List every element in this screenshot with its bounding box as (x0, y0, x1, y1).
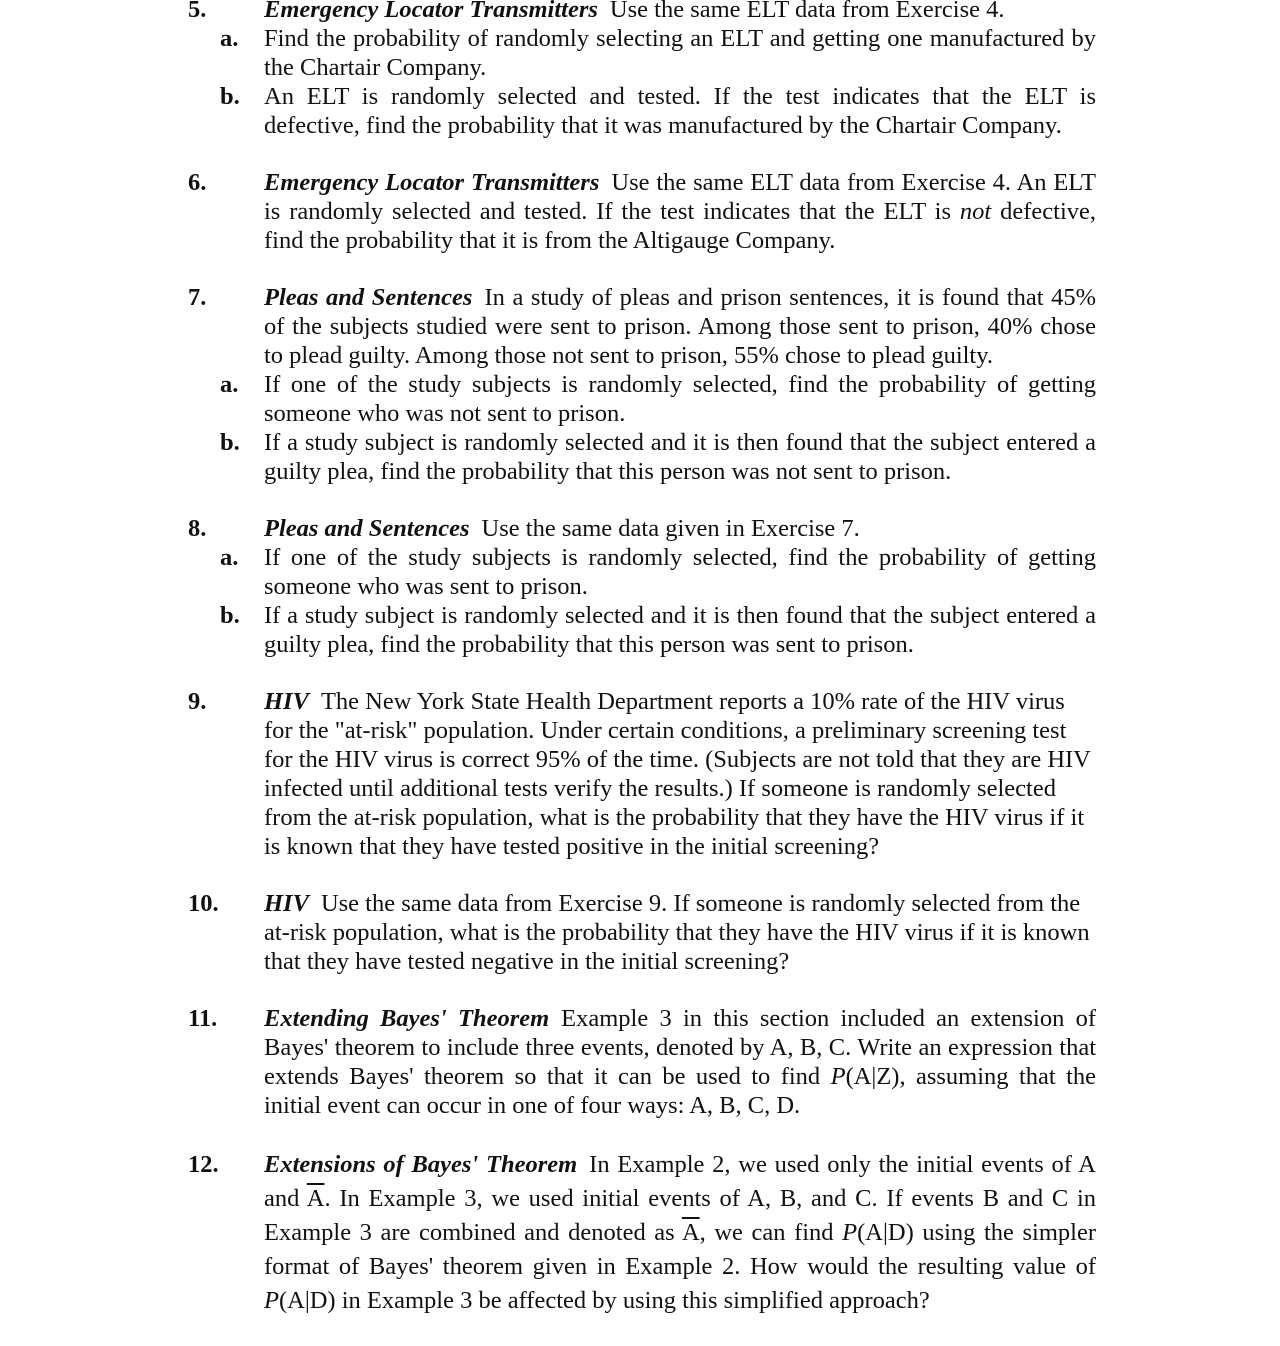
exercise-5 (0, 0, 1280, 140)
exercise-number: 7. (188, 284, 207, 311)
exercise-title: Emergency Locator Transmitters (264, 0, 598, 23)
exercise-intro-c: , we can find (699, 1219, 834, 1246)
exercise-5-statement (0, 0, 1280, 24)
exercise-8-statement (0, 514, 1280, 543)
exercise-title: HIV (264, 688, 309, 715)
part-text: Find the probability of randomly selecting an ELT and getting one manufactured by the Chartair Company. (264, 25, 1096, 81)
exercise-title: Pleas and Sentences (264, 515, 470, 542)
exercise-number: 11. (188, 1005, 218, 1032)
probability-symbol: P (830, 1063, 846, 1090)
exercise-intro: Use the same ELT data from Exercise 4. (609, 0, 1005, 23)
exercise-6-statement (0, 168, 1280, 255)
exercise-7-statement (0, 283, 1280, 370)
exercise-intro-b: . In Example 3, we used initial events of A, B, and C. If events B and C in Example 3 are combined and denoted as (264, 1185, 1096, 1246)
exercise-intro-e: (A|D) in Example 3 be affected by using this simplified approach? (278, 1287, 930, 1314)
part-label: a. (220, 544, 239, 571)
exercise-number: 6. (188, 169, 207, 196)
exercise-7 (0, 283, 1280, 486)
exercise-11-statement (0, 1004, 1280, 1120)
exercise-number: 12. (188, 1151, 219, 1178)
exercise-intro-a: In Example 2, we used only the initial events of A and (264, 1151, 1096, 1212)
exercise-9-statement (0, 687, 1280, 861)
exercise-intro-b: (A|Z), assuming that the initial event can occur in one of four ways: A, B, C, D. (264, 1063, 1097, 1119)
exercise-11 (0, 1004, 1280, 1120)
part-label: b. (220, 429, 240, 456)
part-label: a. (220, 25, 239, 52)
part-label: a. (220, 371, 239, 398)
exercise-number: 5. (188, 0, 207, 23)
part-text: If one of the study subjects is randomly selected, find the probability of getting someone who was sent to prison. (264, 544, 1096, 600)
exercise-12-statement (0, 1148, 1280, 1318)
exercise-9 (0, 687, 1280, 861)
part-text: If one of the study subjects is randomly selected, find the probability of getting someone who was not sent to prison. (264, 371, 1096, 427)
part-text: If a study subject is randomly selected and it is then found that the subject entered a guilty plea, find the probability that this person was sent to prison. (264, 602, 1096, 658)
exercise-10-statement (0, 889, 1280, 976)
a-complement-symbol: $\overline{A}$ (681, 1219, 700, 1246)
a-complement-symbol: $\overline{A}$ (306, 1185, 325, 1212)
exercise-5-part-a (0, 24, 1280, 82)
exercise-title: HIV (264, 890, 309, 917)
exercise-5-part-b (0, 82, 1280, 140)
exercise-title: Pleas and Sentences (264, 284, 473, 311)
exercise-intro: The New York State Health Department reports a 10% rate of the HIV virus for the "at-risk" population. Under certain conditions, a preliminary screening test for the HIV virus is correct 95% of the time. (Subjects are not told that they are HIV infected until additional tests verify the results.) If someone is randomly selected from the at-risk population, what is the probability that they have the HIV virus if it is known that they have tested positive in the initial screening? (264, 688, 1091, 860)
probability-symbol: P (842, 1219, 858, 1246)
exercise-intro-a: Use the same ELT data from Exercise 4. An ELT is randomly selected and tested. If the test indicates that the ELT is (264, 169, 1096, 225)
part-label: b. (220, 83, 240, 110)
exercise-12 (0, 1148, 1280, 1318)
exercise-intro: Use the same data given in Exercise 7. (481, 515, 860, 542)
exercise-8 (0, 514, 1280, 659)
exercise-intro: In a study of pleas and prison sentences, it is found that 45% of the subjects studied were sent to prison. Among those sent to prison, 40% chose to plead guilty. Among those not sent to prison, 55% chose to plead guilty. (264, 284, 1096, 369)
exercise-title: Extending Bayes' Theorem (264, 1005, 550, 1032)
exercise-intro-d: (A|D) using the simpler format of Bayes' theorem given in Example 2. How would the resulting value of (264, 1219, 1096, 1280)
exercise-title: Emergency Locator Transmitters (264, 169, 600, 196)
emphasis-not: not (959, 198, 992, 225)
exercise-number: 8. (188, 515, 207, 542)
exercise-intro-b: defective, find the probability that it is from the Altigauge Company. (264, 198, 1097, 254)
exercise-number: 9. (188, 688, 207, 715)
exercise-intro-a: Example 3 in this section included an extension of Bayes' theorem to include three events, denoted by A, B, C. Write an expression that extends Bayes' theorem so that it can be used to find (264, 1005, 1096, 1090)
exercise-7-part-a (0, 370, 1280, 428)
probability-symbol: P (264, 1287, 279, 1314)
exercise-number: 10. (188, 890, 219, 917)
part-text: If a study subject is randomly selected and it is then found that the subject entered a guilty plea, find the probability that this person was not sent to prison. (264, 429, 1096, 485)
exercise-intro: Use the same data from Exercise 9. If someone is randomly selected from the at-risk population, what is the probability that they have the HIV virus if it is known that they have tested negative in the initial screening? (264, 890, 1090, 975)
exercise-10 (0, 889, 1280, 976)
exercise-8-part-a (0, 543, 1280, 601)
part-text: An ELT is randomly selected and tested. If the test indicates that the ELT is defective, find the probability that it was manufactured by the Chartair Company. (264, 83, 1096, 139)
exercise-6 (0, 168, 1280, 255)
part-label: b. (220, 602, 240, 629)
exercise-7-part-b (0, 428, 1280, 486)
exercise-8-part-b (0, 601, 1280, 659)
exercise-title: Extensions of Bayes' Theorem (264, 1151, 578, 1178)
